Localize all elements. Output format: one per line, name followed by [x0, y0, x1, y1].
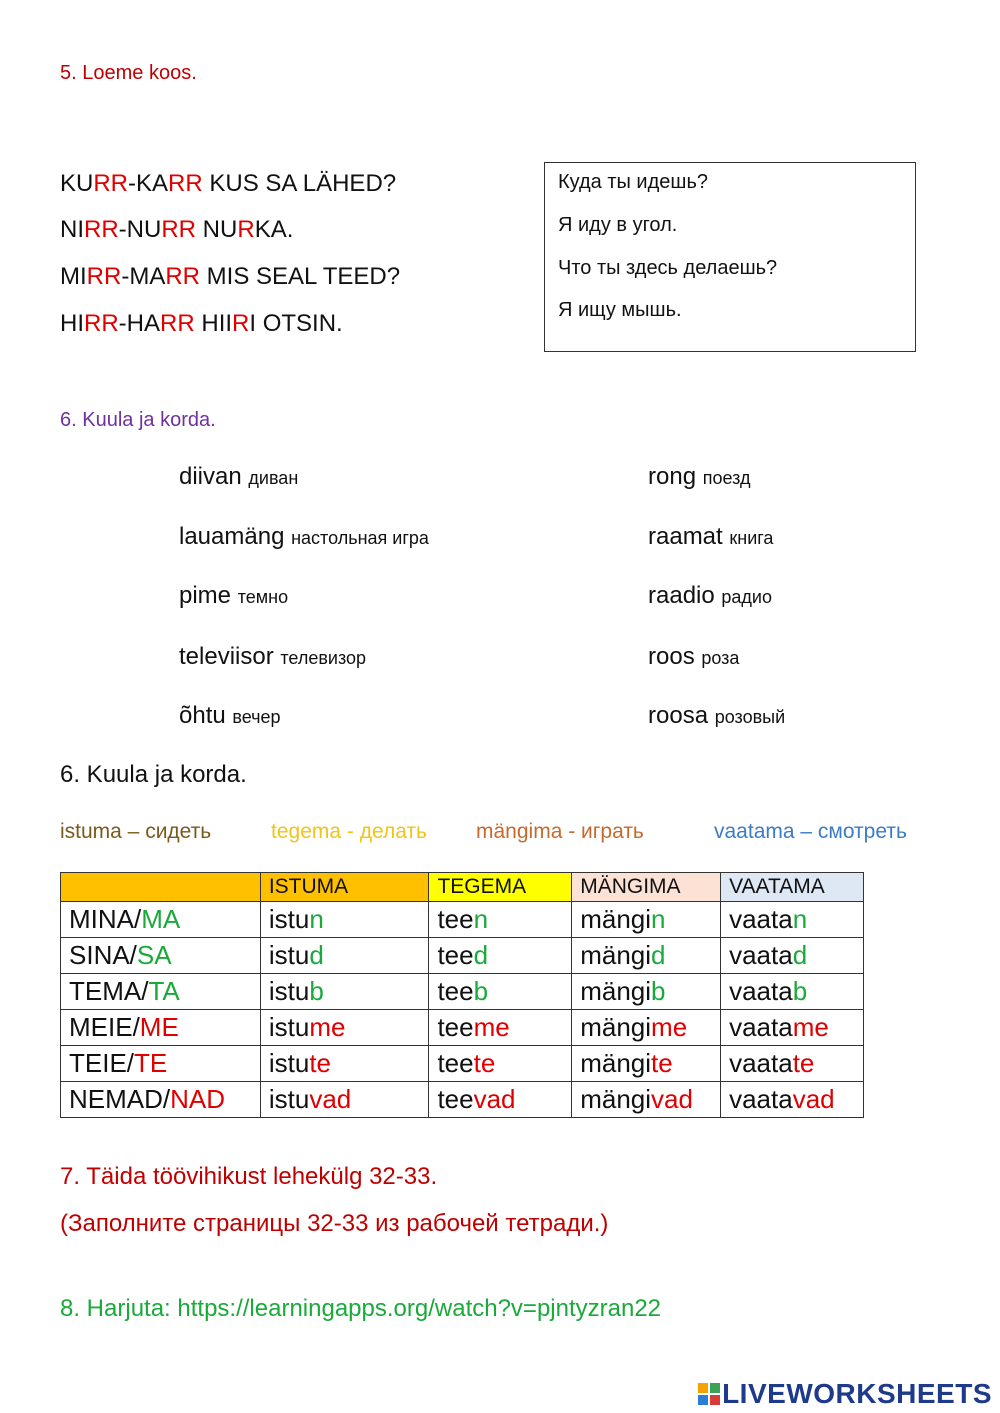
translation-line: Я иду в угол. [558, 214, 678, 236]
vocab-word: roos [648, 643, 695, 670]
verb-stem: tee [437, 904, 474, 934]
verb-ending: te [473, 1048, 496, 1078]
pronoun-short: MA [141, 904, 181, 934]
verb-ending: d [792, 940, 808, 970]
verb-ending: me [473, 1012, 510, 1042]
verb-legend-item: tegema - делать [271, 820, 427, 843]
vocab-word: pime [179, 582, 232, 609]
section-8-practice-link[interactable]: 8. Harjuta: https://learningapps.org/watch?v=pjntyzran22 [60, 1295, 662, 1322]
pronoun-full: SINA/ [69, 940, 137, 970]
rhyme-text: -MA [121, 263, 166, 290]
verb-stem: mängi [580, 1084, 652, 1114]
verb-ending: me [792, 1012, 829, 1042]
rhyme-highlight: RR [161, 216, 196, 243]
verb-stem: istu [268, 1012, 310, 1042]
section-5-title: 5. Loeme koos. [60, 62, 197, 84]
verb-legend [0, 820, 1000, 850]
verb-form-cell [429, 974, 572, 1010]
vocab-translation: вечер [232, 707, 281, 727]
rhyme-text: NI [60, 216, 84, 243]
verb-form-cell [260, 902, 429, 938]
pronoun-short: SA [136, 940, 172, 970]
vocab-item [648, 523, 773, 551]
table-header-cell: VAATAMA [721, 873, 864, 902]
verb-form-cell [572, 1010, 721, 1046]
verb-ending: n [651, 904, 666, 934]
vocab-word: roosa [648, 702, 709, 729]
vocab-item [648, 702, 785, 730]
rhyme-text: MIS SEAL TEED? [200, 263, 401, 290]
rhyme-line [60, 170, 396, 198]
verb-stem: tee [437, 1084, 474, 1114]
rhyme-text: KA. [254, 216, 294, 243]
table-header-cell: MÄNGIMA [572, 873, 721, 902]
rhyme-text: -NU [118, 216, 162, 243]
rhyme-highlight: RR [93, 170, 129, 197]
vocab-translation: розовый [714, 707, 786, 727]
verb-form-cell [721, 1010, 864, 1046]
verb-stem: mängi [580, 1048, 652, 1078]
pronoun-cell [61, 974, 261, 1010]
vocab-word: televiisor [179, 643, 274, 670]
verb-stem: vaata [729, 1048, 793, 1078]
table-header-cell: ISTUMA [260, 873, 429, 902]
translation-line: Куда ты идешь? [558, 171, 708, 193]
table-header-cell: TEGEMA [429, 873, 572, 902]
table-row [61, 1046, 864, 1082]
pronoun-full: MEIE/ [69, 1012, 140, 1042]
pronoun-full: NEMAD/ [69, 1084, 171, 1114]
table-row [61, 974, 864, 1010]
verb-form-cell [260, 974, 429, 1010]
verb-ending: d [473, 940, 489, 970]
verb-form-cell [429, 1082, 572, 1118]
verb-ending: te [651, 1048, 673, 1078]
table-header-cell [61, 873, 261, 902]
rhyme-text: -KA [128, 170, 169, 197]
verb-stem: tee [437, 1012, 474, 1042]
verb-ending: vad [651, 1084, 693, 1114]
verb-form-cell [260, 1010, 429, 1046]
verb-stem: istu [268, 1048, 310, 1078]
verb-stem: vaata [729, 1012, 793, 1042]
rhyme-text: KU [60, 170, 94, 197]
verb-ending: vad [473, 1084, 516, 1114]
logo-text: LIVEWORKSHEETS [722, 1378, 992, 1409]
verb-form-cell [429, 1046, 572, 1082]
vocab-translation: радио [721, 587, 772, 607]
rhyme-text: HII [194, 310, 233, 337]
verb-stem: mängi [580, 976, 652, 1006]
vocab-translation: диван [248, 468, 299, 488]
verb-stem: mängi [580, 904, 652, 934]
rhyme-highlight: RR [165, 263, 201, 290]
vocab-item [648, 582, 772, 610]
verb-form-cell [260, 1082, 429, 1118]
verb-stem: tee [437, 1048, 474, 1078]
verb-ending: b [651, 976, 666, 1006]
section-6-conjugation-title: 6. Kuula ja korda. [60, 761, 247, 788]
verb-stem: istu [268, 976, 310, 1006]
pronoun-cell [61, 902, 261, 938]
table-row [61, 938, 864, 974]
pronoun-cell [61, 938, 261, 974]
pronoun-short: NAD [170, 1084, 226, 1114]
verb-form-cell [260, 938, 429, 974]
pronoun-full: MINA/ [69, 904, 142, 934]
rhyme-highlight: RR [160, 310, 195, 337]
verb-legend-item: istuma – сидеть [60, 820, 212, 843]
rhyme-text: -HA [118, 310, 161, 337]
vocab-translation: темно [237, 587, 289, 607]
verb-ending: d [309, 940, 324, 970]
verb-stem: istu [268, 940, 310, 970]
vocab-item [648, 463, 750, 491]
rhyme-text: HI [60, 310, 84, 337]
verb-form-cell [572, 902, 721, 938]
vocab-item [179, 582, 288, 610]
rhyme-highlight: R [232, 310, 250, 337]
verb-form-cell [721, 902, 864, 938]
vocab-item [179, 523, 429, 551]
vocab-word: raadio [648, 582, 715, 609]
verb-ending: vad [309, 1084, 352, 1114]
verb-form-cell [572, 938, 721, 974]
pronoun-short: TA [148, 976, 180, 1006]
verb-form-cell [721, 1082, 864, 1118]
rhyme-line [60, 263, 400, 291]
vocab-word: õhtu [179, 702, 226, 729]
verb-ending: n [792, 904, 808, 934]
pronoun-cell [61, 1082, 261, 1118]
verb-ending: me [309, 1012, 346, 1042]
verb-form-cell [572, 1082, 721, 1118]
verb-form-cell [721, 938, 864, 974]
liveworksheets-logo [698, 1378, 992, 1410]
translation-box [544, 162, 916, 352]
verb-ending: n [309, 904, 324, 934]
verb-ending: b [792, 976, 808, 1006]
verb-ending: n [473, 904, 489, 934]
verb-ending: te [309, 1048, 331, 1078]
verb-stem: mängi [580, 940, 652, 970]
verb-stem: vaata [729, 976, 793, 1006]
table-header-row [61, 873, 864, 902]
vocab-translation: роза [701, 648, 740, 668]
vocab-translation: книга [729, 528, 774, 548]
vocab-translation: телевизор [280, 648, 367, 668]
vocab-word: rong [648, 463, 697, 490]
verb-stem: mängi [580, 1012, 652, 1042]
pronoun-cell [61, 1010, 261, 1046]
translation-line: Я ищу мышь. [558, 299, 682, 321]
translation-line: Что ты здесь делаешь? [558, 257, 778, 279]
verb-ending: vad [792, 1084, 835, 1114]
verb-stem: vaata [729, 904, 793, 934]
table-row [61, 1010, 864, 1046]
verb-form-cell [429, 938, 572, 974]
pronoun-cell [61, 1046, 261, 1082]
conjugation-table [60, 872, 864, 1118]
vocab-item [648, 643, 739, 671]
verb-form-cell [429, 1010, 572, 1046]
verb-form-cell [260, 1046, 429, 1082]
vocab-item [179, 643, 366, 671]
verb-legend-item: vaatama – смотреть [714, 820, 907, 843]
rhyme-highlight: RR [84, 310, 119, 337]
verb-ending: b [309, 976, 324, 1006]
verb-ending: d [651, 940, 666, 970]
rhyme-line [60, 310, 343, 338]
pronoun-full: TEMA/ [69, 976, 149, 1006]
vocab-translation: настольная игра [291, 528, 429, 548]
vocab-word: diivan [179, 463, 242, 490]
rhyme-text: NU [196, 216, 238, 243]
verb-form-cell [572, 1046, 721, 1082]
section-7-task: 7. Täida töövihikust lehekülg 32-33. [60, 1163, 438, 1190]
verb-ending: me [651, 1012, 688, 1042]
verb-ending: te [792, 1048, 815, 1078]
rhyme-line [60, 216, 293, 244]
section-6-vocab-title: 6. Kuula ja korda. [60, 409, 216, 431]
rhyme-highlight: RR [84, 216, 119, 243]
verb-stem: vaata [729, 1084, 793, 1114]
pronoun-short: TE [134, 1048, 168, 1078]
verb-stem: vaata [729, 940, 793, 970]
section-7-task-translation: (Заполните страницы 32-33 из рабочей тетради.) [60, 1210, 609, 1237]
verb-legend-item: mängima - играть [476, 820, 644, 843]
verb-form-cell [572, 974, 721, 1010]
verb-stem: tee [437, 976, 474, 1006]
vocab-item [179, 463, 298, 491]
liveworksheets-logo-icon [698, 1383, 720, 1405]
rhyme-text: KUS SA LÄHED? [202, 170, 397, 197]
verb-form-cell [429, 902, 572, 938]
verb-stem: istu [268, 904, 310, 934]
verb-ending: b [473, 976, 489, 1006]
rhyme-highlight: R [237, 216, 255, 243]
verb-form-cell [721, 974, 864, 1010]
vocab-word: lauamäng [179, 523, 285, 550]
rhyme-highlight: RR [86, 263, 122, 290]
vocab-item [179, 702, 281, 730]
rhyme-text: MI [60, 263, 87, 290]
pronoun-full: TEIE/ [69, 1048, 135, 1078]
verb-stem: istu [268, 1084, 310, 1114]
vocab-translation: поезд [702, 468, 751, 488]
rhyme-text: I OTSIN. [249, 310, 343, 337]
table-row [61, 1082, 864, 1118]
rhyme-highlight: RR [168, 170, 203, 197]
table-row [61, 902, 864, 938]
pronoun-short: ME [139, 1012, 179, 1042]
verb-form-cell [721, 1046, 864, 1082]
verb-stem: tee [437, 940, 474, 970]
vocab-word: raamat [648, 523, 723, 550]
